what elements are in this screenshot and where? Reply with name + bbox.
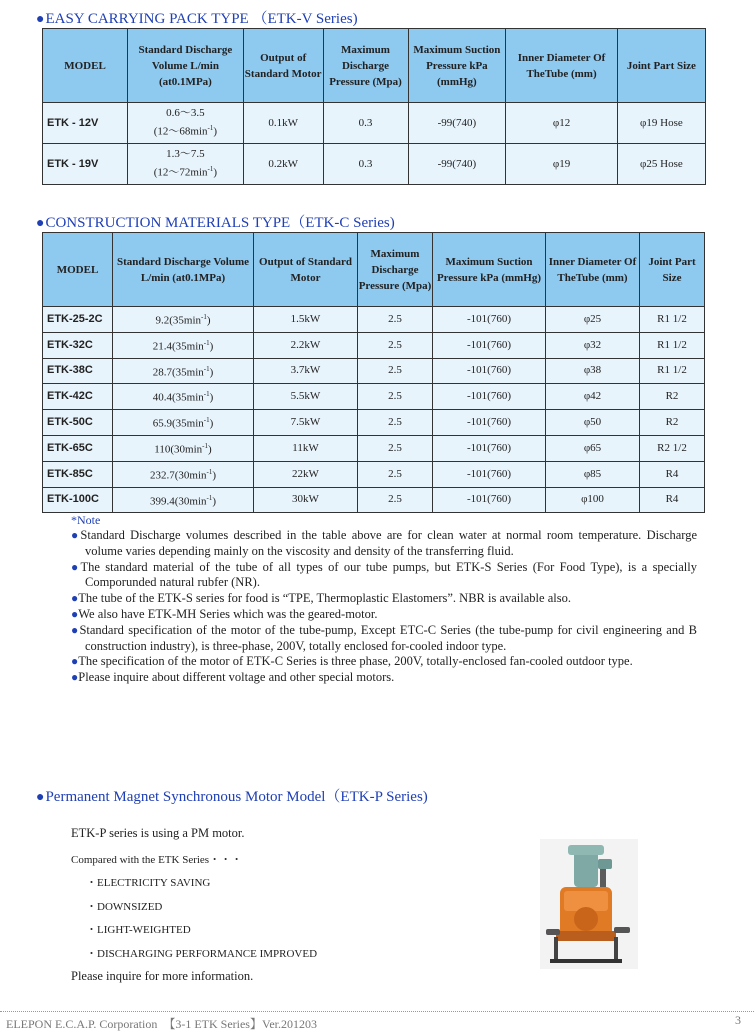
pressure-cell: 2.5 [358, 332, 433, 358]
joint-cell: φ19 Hose [617, 103, 705, 144]
suction-cell: -101(760) [433, 461, 546, 487]
output-cell: 2.2kW [254, 332, 358, 358]
pressure-cell: 2.5 [358, 358, 433, 384]
model-cell: ETK-100C [43, 487, 113, 513]
bullet-icon: ● [71, 528, 81, 542]
suction-cell: -101(760) [433, 384, 546, 410]
pump-photo [540, 839, 638, 969]
volume-cell: 0.6～3.5 $(12\sim 68\min^{-1})$ [128, 103, 244, 144]
bullet-icon: ● [71, 670, 79, 685]
note-item: ●The specification of the motor of ETK-C Series is three phase, 200V, totally-enclosed fan-cooled outdoor type. [71, 654, 633, 669]
header-joint: Joint Part Size [617, 29, 705, 103]
etkv-table [42, 28, 706, 185]
note-item: ●Standard Discharge volumes described in the table above are for clean water at normal room temperature. Discharge volume varies depending mainly on the viscosity and density of the transferring fluid. [71, 528, 698, 558]
suction-cell: -101(760) [433, 435, 546, 461]
suction-cell: -101(760) [433, 307, 546, 333]
header-joint: Joint Part Size [640, 233, 705, 307]
suction-cell: -101(760) [433, 410, 546, 436]
diameter-cell: φ85 [546, 461, 640, 487]
joint-cell: R1 1/2 [640, 358, 705, 384]
output-cell: 30kW [254, 487, 358, 513]
table-row [43, 358, 705, 384]
pressure-cell: 2.5 [358, 487, 433, 513]
bullet-icon: ● [71, 654, 79, 669]
pm-inquire: Please inquire for more information. [71, 969, 254, 983]
bullet-icon: ● [71, 559, 81, 574]
model-cell: ETK-42C [43, 384, 113, 410]
joint-cell: R2 1/2 [640, 435, 705, 461]
bullet-icon: ● [36, 790, 45, 805]
header-diameter: Inner Diameter Of TheTube (mm) [546, 233, 640, 307]
model-cell: ETK-25-2C [43, 307, 113, 333]
volume-cell: $9.2(35\min^{-1})$ [113, 307, 254, 333]
diameter-cell: φ19 [506, 144, 618, 185]
output-cell: 5.5kW [254, 384, 358, 410]
suction-cell: -99(740) [408, 103, 506, 144]
header-diameter: Inner Diameter Of TheTube (mm) [506, 29, 618, 103]
header-volume: Standard Discharge Volume L/min (at0.1MPa) [113, 233, 254, 307]
header-suction: Maximum Suction Pressure kPa (mmHg) [408, 29, 506, 103]
suction-cell: -99(740) [408, 144, 506, 185]
bullet-icon: ● [36, 216, 45, 231]
table-row [43, 307, 705, 333]
table-row [43, 144, 706, 185]
pm-benefit-item: ・DOWNSIZED [86, 901, 163, 913]
joint-cell: R2 [640, 384, 705, 410]
bullet-icon: ● [71, 622, 80, 637]
pressure-cell: 2.5 [358, 461, 433, 487]
output-cell: 1.5kW [254, 307, 358, 333]
note-item: ●Standard specification of the motor of the tube-pump, Except ETC-C Series (the tube-pump for civil engineering and B construction industry), is three-phase, 200V, totally enclosed for-cooled indoor type. [71, 622, 697, 653]
volume-cell: $21.4(35\min^{-1})$ [113, 332, 254, 358]
pressure-cell: 2.5 [358, 410, 433, 436]
joint-cell: R4 [640, 461, 705, 487]
suction-cell: -101(760) [433, 358, 546, 384]
suction-cell: -101(760) [433, 332, 546, 358]
volume-cell: $65.9(35\min^{-1})$ [113, 410, 254, 436]
header-model: MODEL [43, 233, 113, 307]
volume-cell: 1.3～7.5 $(12\sim 72\min^{-1})$ [128, 144, 244, 185]
volume-cell: $399.4(30\min^{-1})$ [113, 487, 254, 513]
volume-cell: $110(30\min^{-1})$ [113, 435, 254, 461]
note-heading: *Note [71, 513, 101, 527]
table-row [43, 332, 705, 358]
diameter-cell: φ65 [546, 435, 640, 461]
pressure-cell: 2.5 [358, 435, 433, 461]
note-item: ●We also have ETK-MH Series which was the geared-motor. [71, 606, 378, 621]
bullet-icon: ● [71, 591, 79, 606]
diameter-cell: φ25 [546, 307, 640, 333]
table-row [43, 103, 706, 144]
table-row [43, 384, 705, 410]
model-cell: ETK - 12V [43, 103, 128, 144]
table-row [43, 410, 705, 436]
joint-cell: R1 1/2 [640, 307, 705, 333]
diameter-cell: φ100 [546, 487, 640, 513]
suction-cell: -101(760) [433, 487, 546, 513]
pm-benefit-item: ・DISCHARGING PERFORMANCE IMPROVED [86, 948, 318, 960]
output-cell: 0.2kW [243, 144, 323, 185]
header-output: Output of Standard Motor [243, 29, 323, 103]
volume-cell: $28.7(35\min^{-1})$ [113, 358, 254, 384]
page-number: 3 [735, 1013, 741, 1027]
header-pressure: Maximum Discharge Pressure (Mpa) [358, 233, 433, 307]
note-item: ●The tube of the ETK-S series for food is “TPE, Thermoplastic Elastomers”. NBR is available also. [71, 591, 571, 606]
volume-cell: $40.4(35\min^{-1})$ [113, 384, 254, 410]
header-suction: Maximum Suction Pressure kPa (mmHg) [433, 233, 546, 307]
diameter-cell: φ50 [546, 410, 640, 436]
output-cell: 22kW [254, 461, 358, 487]
table-row [43, 435, 705, 461]
pressure-cell: 2.5 [358, 307, 433, 333]
header-pressure: Maximum Discharge Pressure (Mpa) [323, 29, 408, 103]
output-cell: 3.7kW [254, 358, 358, 384]
model-cell: ETK-32C [43, 332, 113, 358]
pm-section-title: ●Permanent Magnet Synchronous Motor Model（ETK-P Series) [36, 789, 428, 805]
header-output: Output of Standard Motor [254, 233, 358, 307]
model-cell: ETK-85C [43, 461, 113, 487]
pressure-cell: 0.3 [323, 144, 408, 185]
model-cell: ETK - 19V [43, 144, 128, 185]
pressure-cell: 0.3 [323, 103, 408, 144]
diameter-cell: φ38 [546, 358, 640, 384]
note-item: ●The standard material of the tube of all types of our tube pumps, but ETK-S Series (For Food Type), is a specially Comporunded natural rubfer (NR). [71, 559, 697, 590]
note-item: ●Please inquire about different voltage and other special motors. [71, 670, 395, 685]
model-cell: ETK-65C [43, 435, 113, 461]
joint-cell: R4 [640, 487, 705, 513]
diameter-cell: φ12 [506, 103, 618, 144]
etkc-section-title: ●CONSTRUCTION MATERIALS TYPE（ETK-C Series) [36, 215, 395, 231]
pm-benefit-item: ・LIGHT-WEIGHTED [86, 924, 191, 936]
model-cell: ETK-50C [43, 410, 113, 436]
footer-text: ELEPON E.C.A.P. Corporation 【3-1 ETK Series】Ver.201203 [6, 1017, 317, 1031]
pm-compare: Compared with the ETK Series・・・ [71, 854, 243, 866]
output-cell: 0.1kW [243, 103, 323, 144]
pm-intro: ETK-P series is using a PM motor. [71, 826, 245, 840]
etkc-table [42, 232, 705, 513]
output-cell: 11kW [254, 435, 358, 461]
pm-benefit-item: ・ELECTRICITY SAVING [86, 877, 211, 889]
bullet-icon: ● [36, 12, 45, 27]
joint-cell: φ25 Hose [617, 144, 705, 185]
pump-illustration [540, 839, 638, 969]
table-header-row [43, 233, 705, 307]
joint-cell: R2 [640, 410, 705, 436]
output-cell: 7.5kW [254, 410, 358, 436]
header-volume: Standard Discharge Volume L/min (at0.1MPa) [128, 29, 244, 103]
diameter-cell: φ42 [546, 384, 640, 410]
table-header-row [43, 29, 706, 103]
bullet-icon: ● [71, 606, 79, 621]
footer-divider [0, 1011, 754, 1012]
etkv-section-title: ●EASY CARRYING PACK TYPE （ETK-V Series) [36, 11, 358, 27]
header-model: MODEL [43, 29, 128, 103]
pressure-cell: 2.5 [358, 384, 433, 410]
diameter-cell: φ32 [546, 332, 640, 358]
table-row [43, 461, 705, 487]
joint-cell: R1 1/2 [640, 332, 705, 358]
model-cell: ETK-38C [43, 358, 113, 384]
volume-cell: $232.7(30\min^{-1})$ [113, 461, 254, 487]
table-row [43, 487, 705, 513]
notes-list [71, 528, 697, 686]
